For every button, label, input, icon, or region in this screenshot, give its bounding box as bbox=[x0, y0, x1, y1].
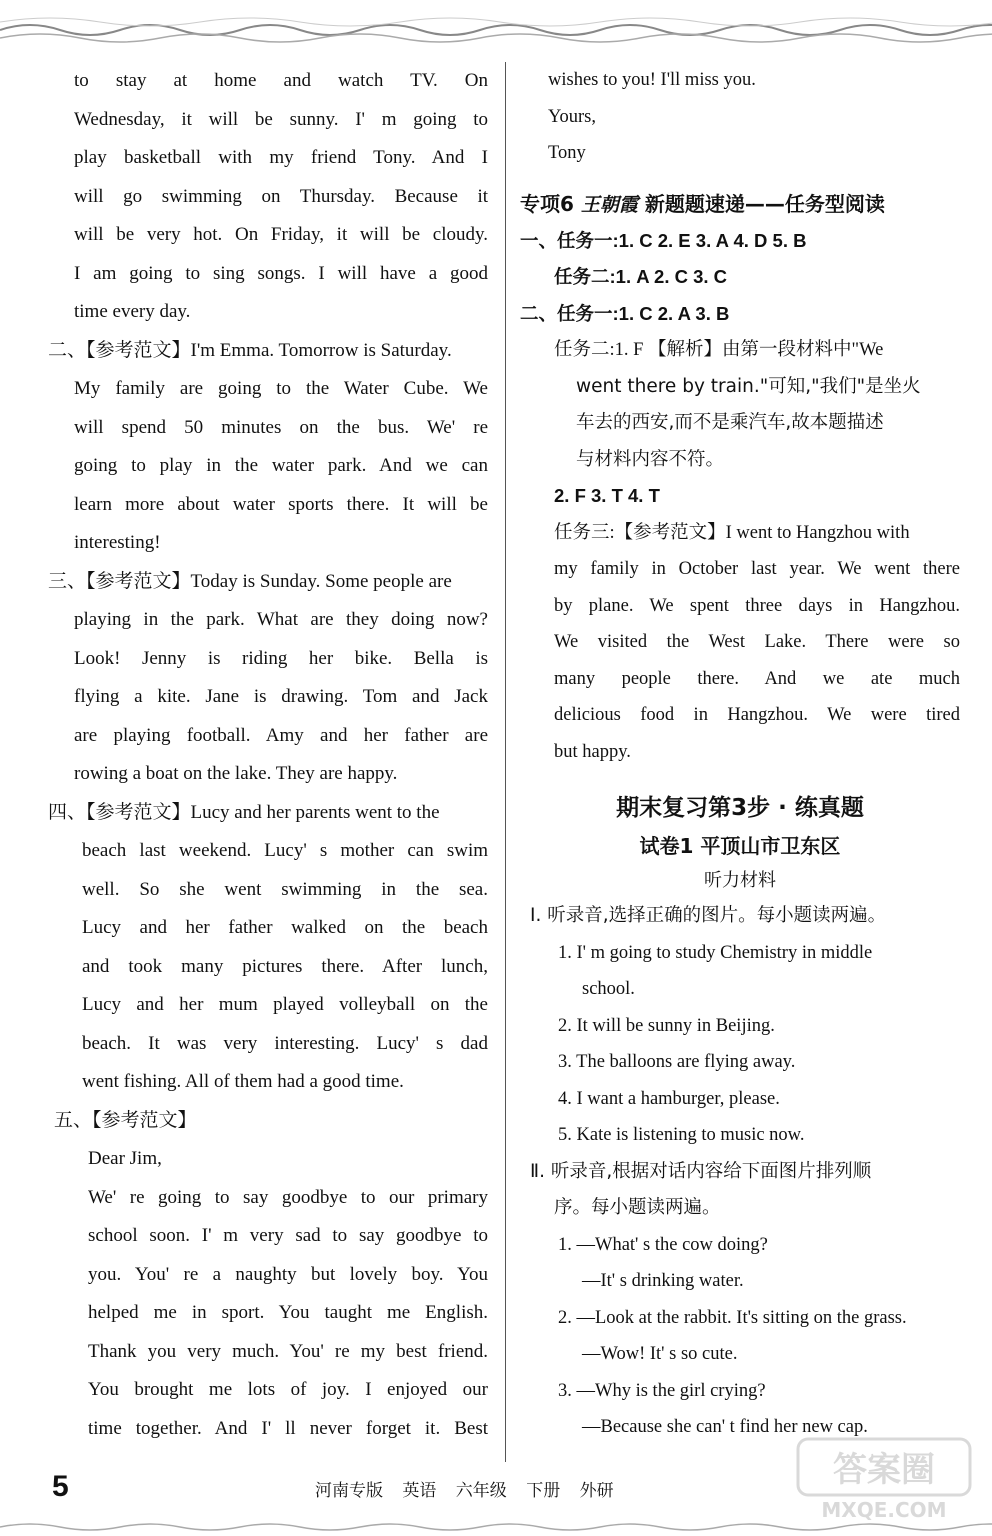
paragraph-2 bbox=[48, 332, 488, 563]
right-column bbox=[520, 62, 960, 1446]
text-line: playing in the park. What are they doing now? bbox=[74, 609, 488, 630]
answer-line: 车去的西安,而不是乘汽车,故本题描述 bbox=[576, 412, 884, 433]
part1-list bbox=[520, 935, 960, 1154]
answer-block bbox=[520, 223, 960, 771]
letter-ending bbox=[520, 62, 960, 172]
answer-line: 一、任务一:1. C 2. E 3. A 4. D 5. B bbox=[520, 229, 807, 251]
text-line: time together. And I' ll never forget it. Best bbox=[88, 1417, 488, 1439]
answer-line: 二、任务一:1. C 2. A 3. B bbox=[520, 302, 730, 324]
text-line: flying a kite. Jane is drawing. Tom and Jack bbox=[74, 686, 488, 707]
section-heading: 五、【参考范文】 bbox=[54, 1109, 197, 1131]
answer-line: 任务二:1. A 2. C 3. C bbox=[554, 266, 728, 287]
text-line: and took many pictures there. After lunch, bbox=[82, 955, 488, 977]
section-name: 新题题速递——任务型阅读 bbox=[644, 191, 885, 216]
text-line: will go swimming on Thursday. Because it bbox=[74, 185, 488, 207]
text-line: are playing football. Amy and her father are bbox=[74, 724, 488, 746]
paragraph-1 bbox=[48, 62, 488, 332]
column-divider bbox=[505, 62, 506, 1462]
answer-line: We visited the West Lake. There were so bbox=[554, 632, 960, 652]
paper-title: 试卷1 平顶山市卫东区 bbox=[639, 834, 841, 858]
brand-logo-text: 王朝霞 bbox=[580, 193, 638, 216]
answer-line: but happy. bbox=[554, 741, 631, 762]
text-line: school soon. I' m very sad to say goodbye to bbox=[88, 1225, 488, 1246]
footer-text: 河南专版 英语 六年级 下册 外研 bbox=[315, 1481, 614, 1501]
text-line: Wednesday, it will be sunny. I' m going to bbox=[74, 108, 488, 130]
answer-line: went there by train."可知,"我们"是坐火 bbox=[576, 375, 921, 397]
text-line: Tony bbox=[548, 143, 586, 163]
svg-text:MXQE.COM: MXQE.COM bbox=[821, 1498, 947, 1522]
left-column bbox=[48, 62, 488, 1448]
list-item: 4. I want a hamburger, please. bbox=[558, 1088, 780, 1109]
text-line: play basketball with my friend Tony. And I bbox=[74, 147, 488, 168]
text-line: I am going to sing songs. I will have a good bbox=[74, 262, 488, 284]
text-line: beach. It was very interesting. Lucy' s dad bbox=[82, 1032, 488, 1054]
part2-heading-cont: 序。每小题读两遍。 bbox=[554, 1197, 721, 1218]
page-number: 5 bbox=[52, 1470, 69, 1503]
bottom-wave-border bbox=[0, 1518, 992, 1536]
part1-heading: Ⅰ. 听录音,选择正确的图片。每小题读两遍。 bbox=[530, 905, 887, 926]
list-item: 3. —Why is the girl crying? bbox=[558, 1380, 766, 1401]
answer-line: delicious food in Hangzhou. We were tired bbox=[554, 705, 960, 725]
text-line: helped me in sport. You taught me English. bbox=[88, 1302, 488, 1323]
answer-line: many people there. And we ate much bbox=[554, 668, 960, 689]
text-line: wishes to you! I'll miss you. bbox=[548, 70, 756, 90]
paragraph-5 bbox=[48, 1102, 488, 1449]
top-wave-border bbox=[0, 0, 992, 50]
list-item: 1. —What' s the cow doing? bbox=[558, 1234, 768, 1255]
section-title bbox=[520, 186, 960, 223]
svg-text:答案圈: 答案圈 bbox=[833, 1450, 935, 1490]
text-line: rowing a boat on the lake. They are happy. bbox=[74, 763, 398, 784]
paragraph-3 bbox=[48, 563, 488, 794]
text-line: time every day. bbox=[74, 301, 191, 322]
text-line: You brought me lots of joy. I enjoyed our bbox=[88, 1379, 488, 1400]
list-item: —Wow! It' s so cute. bbox=[582, 1344, 738, 1364]
part2-heading: Ⅱ. 听录音,根据对话内容给下面图片排列顺 bbox=[530, 1160, 872, 1182]
text-line: you. You' re a naughty but lovely boy. You bbox=[88, 1263, 488, 1285]
text-line: Lucy and her father walked on the beach bbox=[82, 917, 488, 938]
text-line: 三、【参考范文】Today is Sunday. Some people are bbox=[48, 570, 452, 592]
text-line: beach last weekend. Lucy' s mother can swim bbox=[82, 840, 488, 861]
list-item: 2. It will be sunny in Beijing. bbox=[558, 1015, 775, 1036]
review-title: 期末复习第3步 · 练真题 bbox=[616, 795, 864, 821]
text-line: Dear Jim, bbox=[88, 1148, 162, 1169]
listening-title: 听力材料 bbox=[704, 870, 776, 891]
answer-line: 任务三:【参考范文】I went to Hangzhou with bbox=[554, 522, 910, 543]
part2-list bbox=[520, 1227, 960, 1446]
text-line: My family are going to the Water Cube. We bbox=[74, 378, 488, 399]
text-line: went fishing. All of them had a good time. bbox=[82, 1071, 404, 1092]
text-line: will be very hot. On Friday, it will be cloudy. bbox=[74, 224, 488, 245]
list-item: 5. Kate is listening to music now. bbox=[558, 1125, 805, 1145]
text-line: Look! Jenny is riding her bike. Bella is bbox=[74, 647, 488, 669]
answer-line: by plane. We spent three days in Hangzhou. bbox=[554, 595, 960, 616]
text-line: 二、【参考范文】I'm Emma. Tomorrow is Saturday. bbox=[48, 339, 452, 361]
list-item: 2. —Look at the rabbit. It's sitting on the grass. bbox=[558, 1307, 907, 1328]
answer-line: 任务二:1. F 【解析】由第一段材料中"We bbox=[554, 340, 884, 360]
section-prefix: 专项6 bbox=[520, 191, 574, 216]
text-line: Yours, bbox=[548, 106, 596, 127]
text-line: We' re going to say goodbye to our primary bbox=[88, 1186, 488, 1208]
answer-line: my family in October last year. We went there bbox=[554, 559, 960, 579]
answer-line: 2. F 3. T 4. T bbox=[554, 485, 660, 506]
text-line: interesting! bbox=[74, 532, 161, 553]
text-line: to stay at home and watch TV. On bbox=[74, 70, 488, 91]
text-line: going to play in the water park. And we can bbox=[74, 455, 488, 476]
text-line: Thank you very much. You' re my best friend. bbox=[88, 1340, 488, 1362]
list-item: 3. The balloons are flying away. bbox=[558, 1052, 796, 1072]
text-line: will spend 50 minutes on the bus. We' re bbox=[74, 416, 488, 438]
watermark-logo bbox=[794, 1435, 974, 1525]
list-item: 1. I' m going to study Chemistry in middle bbox=[558, 942, 873, 963]
text-line: learn more about water sports there. It will be bbox=[74, 493, 488, 515]
text-line: 四、【参考范文】Lucy and her parents went to the bbox=[48, 801, 440, 823]
list-item: school. bbox=[582, 979, 635, 999]
list-item: —Because she can' t find her new cap. bbox=[582, 1417, 868, 1437]
answer-line: 与材料内容不符。 bbox=[576, 448, 725, 470]
paragraph-4 bbox=[48, 794, 488, 1102]
text-line: Lucy and her mum played volleyball on the bbox=[82, 994, 488, 1015]
list-item: —It' s drinking water. bbox=[582, 1271, 744, 1291]
text-line: well. So she went swimming in the sea. bbox=[82, 878, 488, 900]
